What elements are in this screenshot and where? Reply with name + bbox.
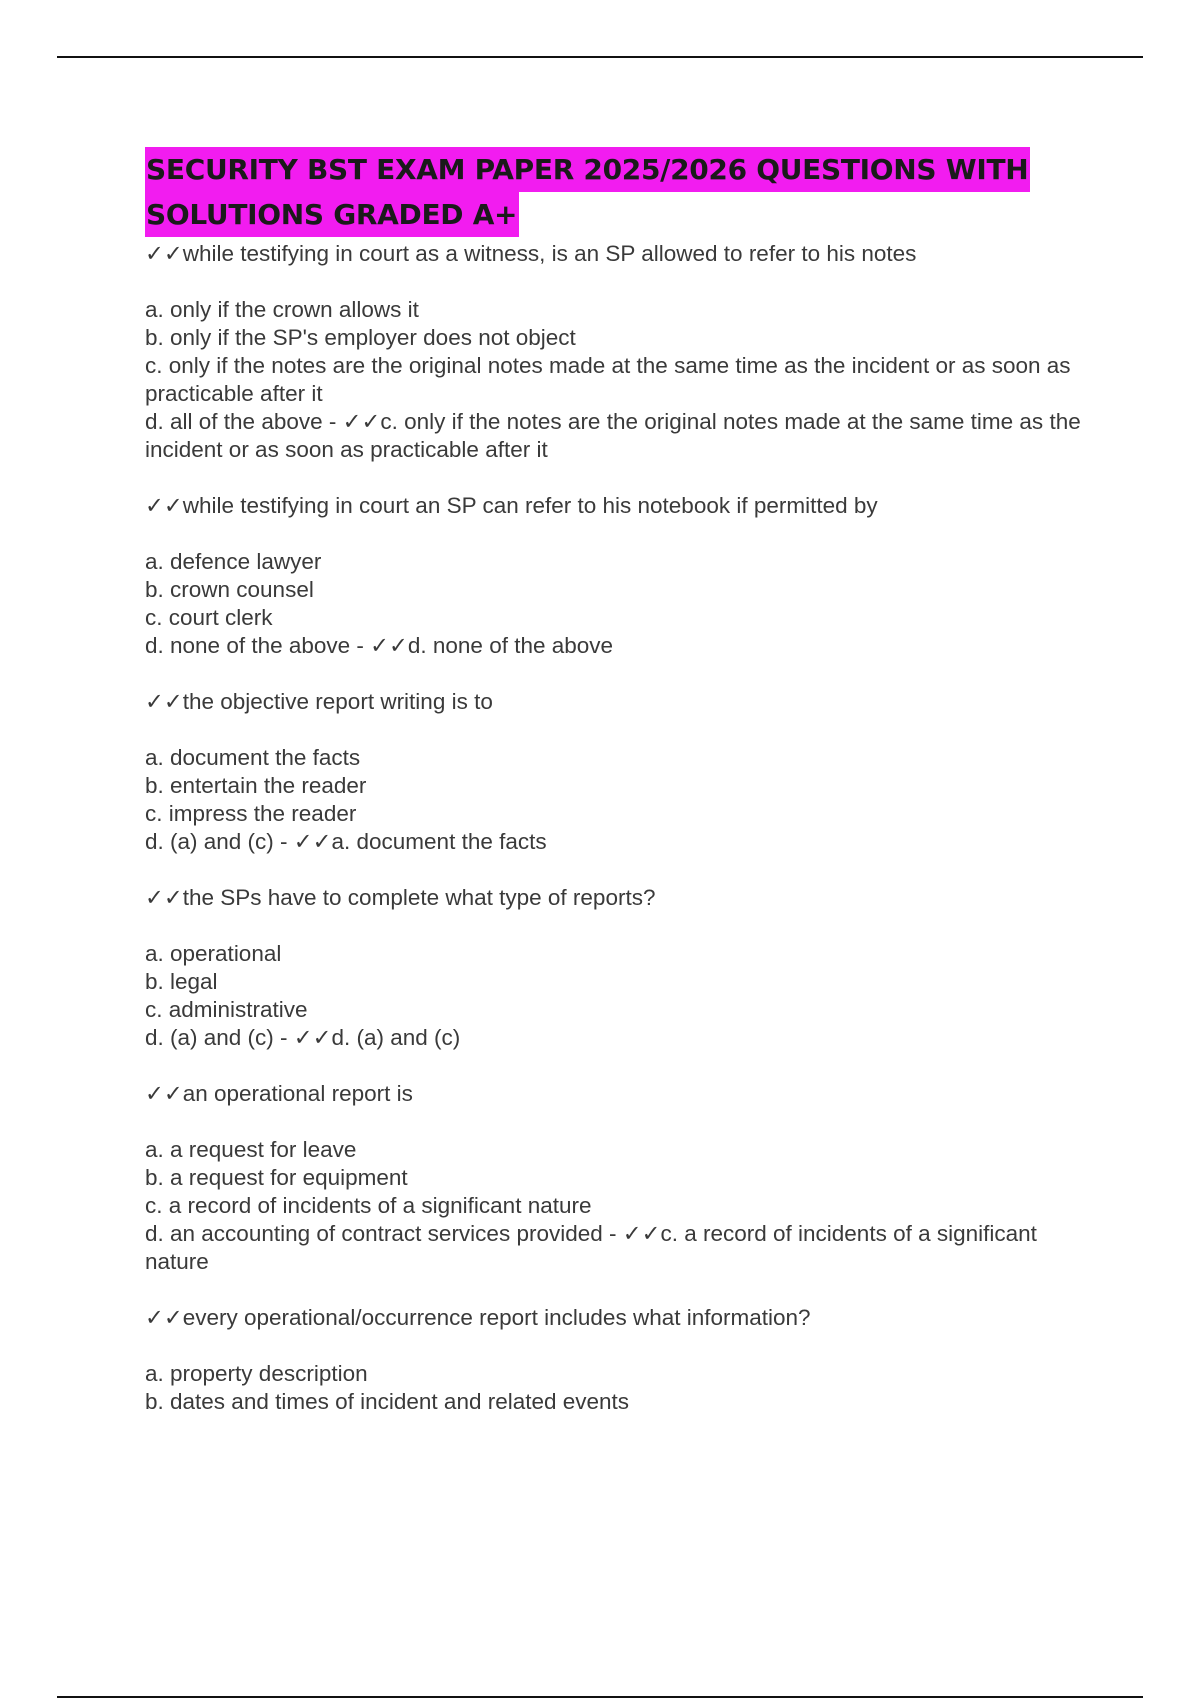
question-text: ✓✓the SPs have to complete what type of reports? xyxy=(145,885,656,910)
question-block xyxy=(145,240,1095,464)
option-d-with-answer: d. none of the above - ✓✓d. none of the above xyxy=(145,633,614,658)
option-b: b. legal xyxy=(145,969,218,994)
question-text: ✓✓the objective report writing is to xyxy=(145,689,493,714)
option-d-with-answer: d. an accounting of contract services provided - ✓✓c. a record of incidents of a significant nature xyxy=(145,1221,1037,1274)
option-a: a. only if the crown allows it xyxy=(145,297,419,322)
answer-options xyxy=(145,744,1095,856)
option-b: b. only if the SP's employer does not object xyxy=(145,325,576,350)
option-b: b. crown counsel xyxy=(145,577,314,602)
answer-options xyxy=(145,1360,1095,1416)
question-block xyxy=(145,884,1095,1052)
option-d-with-answer: d. (a) and (c) - ✓✓d. (a) and (c) xyxy=(145,1025,461,1050)
question-text: ✓✓every operational/occurrence report includes what information? xyxy=(145,1305,811,1330)
option-c: c. only if the notes are the original notes made at the same time as the incident or as soon as practicable after it xyxy=(145,353,1071,406)
document-content xyxy=(145,147,1095,1416)
answer-options xyxy=(145,296,1095,464)
title-line-1: SECURITY BST EXAM PAPER 2025/2026 QUESTIONS WITH xyxy=(145,147,1030,192)
answer-options xyxy=(145,1136,1095,1276)
option-c: c. a record of incidents of a significant nature xyxy=(145,1193,592,1218)
answer-options xyxy=(145,548,1095,660)
option-b: b. a request for equipment xyxy=(145,1165,408,1190)
question-text: ✓✓while testifying in court as a witness, is an SP allowed to refer to his notes xyxy=(145,241,917,266)
option-c: c. administrative xyxy=(145,997,308,1022)
document-title xyxy=(145,147,1095,237)
question-block xyxy=(145,1304,1095,1416)
option-d-with-answer: d. (a) and (c) - ✓✓a. document the facts xyxy=(145,829,547,854)
option-c: c. impress the reader xyxy=(145,801,357,826)
question-text: ✓✓an operational report is xyxy=(145,1081,413,1106)
question-block xyxy=(145,688,1095,856)
option-a: a. defence lawyer xyxy=(145,549,322,574)
top-rule xyxy=(57,56,1143,58)
option-a: a. document the facts xyxy=(145,745,361,770)
bottom-rule xyxy=(57,1696,1143,1698)
option-a: a. a request for leave xyxy=(145,1137,357,1162)
option-b: b. entertain the reader xyxy=(145,773,367,798)
title-line-2: SOLUTIONS GRADED A+ xyxy=(145,192,519,237)
option-a: a. property description xyxy=(145,1361,368,1386)
answer-options xyxy=(145,940,1095,1052)
option-b: b. dates and times of incident and related events xyxy=(145,1389,630,1414)
option-c: c. court clerk xyxy=(145,605,273,630)
option-d-with-answer: d. all of the above - ✓✓c. only if the notes are the original notes made at the same time as the incident or as soon as practicable after it xyxy=(145,409,1081,462)
question-block xyxy=(145,1080,1095,1276)
question-text: ✓✓while testifying in court an SP can refer to his notebook if permitted by xyxy=(145,493,878,518)
option-a: a. operational xyxy=(145,941,282,966)
question-block xyxy=(145,492,1095,660)
